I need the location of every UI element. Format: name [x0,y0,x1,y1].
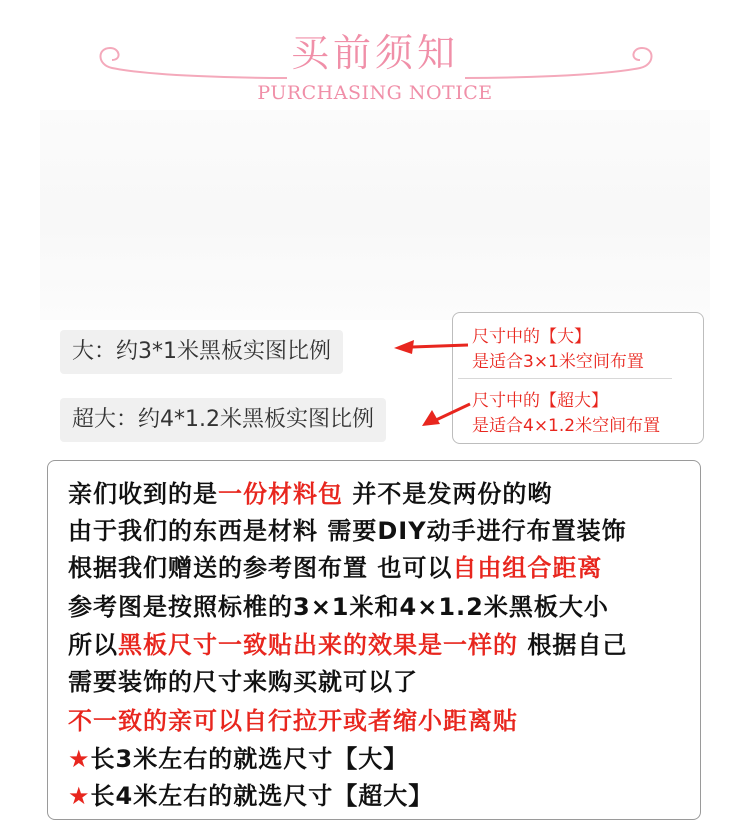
notice-line-3-text: 根据我们赠送的参考图布置 也可以 [68,554,453,582]
note-large-line2: 是适合3×1米空间布置 [472,352,644,372]
notice-line-1-tail: 并不是发两份的哟 [343,480,553,508]
notice-line-8 [68,739,408,774]
star-icon: ★ [68,782,91,810]
notice-line-6: 需要装饰的尺寸来购买就可以了 [68,668,418,696]
notice-line-2: 由于我们的东西是材料 需要DIY动手进行布置装饰 [68,517,627,545]
notice-line-8-text: 长3米左右的就选尺寸【大】 [90,745,409,773]
faded-reference-image [40,110,710,320]
notice-line-5-text: 所以 [68,631,118,659]
notice-line-9 [68,776,433,811]
notice-line-1-highlight: 一份材料包 [218,480,343,508]
arrow-xlarge-icon [418,400,472,430]
notice-line-3-highlight: 自由组合距离 [452,554,603,582]
page-subtitle: PURCHASING NOTICE [257,82,493,104]
notice-line-5 [68,625,627,660]
notice-line-1 [68,474,552,509]
notice-line-1-text: 亲们收到的是 [68,480,218,508]
size-large-label: 大：约3*1米黑板实图比例 [60,330,343,374]
note-large-line1: 尺寸中的【大】 [472,327,591,347]
note-divider [458,378,672,379]
note-xlarge-line2: 是适合4×1.2米空间布置 [472,416,661,436]
star-icon: ★ [68,745,91,773]
notice-line-9-text: 长4米左右的就选尺寸【超大】 [90,782,434,810]
arrow-large-icon [390,336,470,358]
notice-line-4: 参考图是按照标椎的3×1米和4×1.2米黑板大小 [68,593,609,621]
notice-line-5-highlight: 黑板尺寸一致贴出来的效果是一样的 [118,631,518,659]
notice-line-7: 不一致的亲可以自行拉开或者缩小距离贴 [68,707,518,735]
note-xlarge-line1: 尺寸中的【超大】 [472,391,608,411]
page-title: 买前须知 [290,31,459,75]
notice-line-5-tail: 根据自己 [518,631,628,659]
size-xlarge-label: 超大：约4*1.2米黑板实图比例 [60,398,386,442]
notice-line-3 [68,548,602,583]
